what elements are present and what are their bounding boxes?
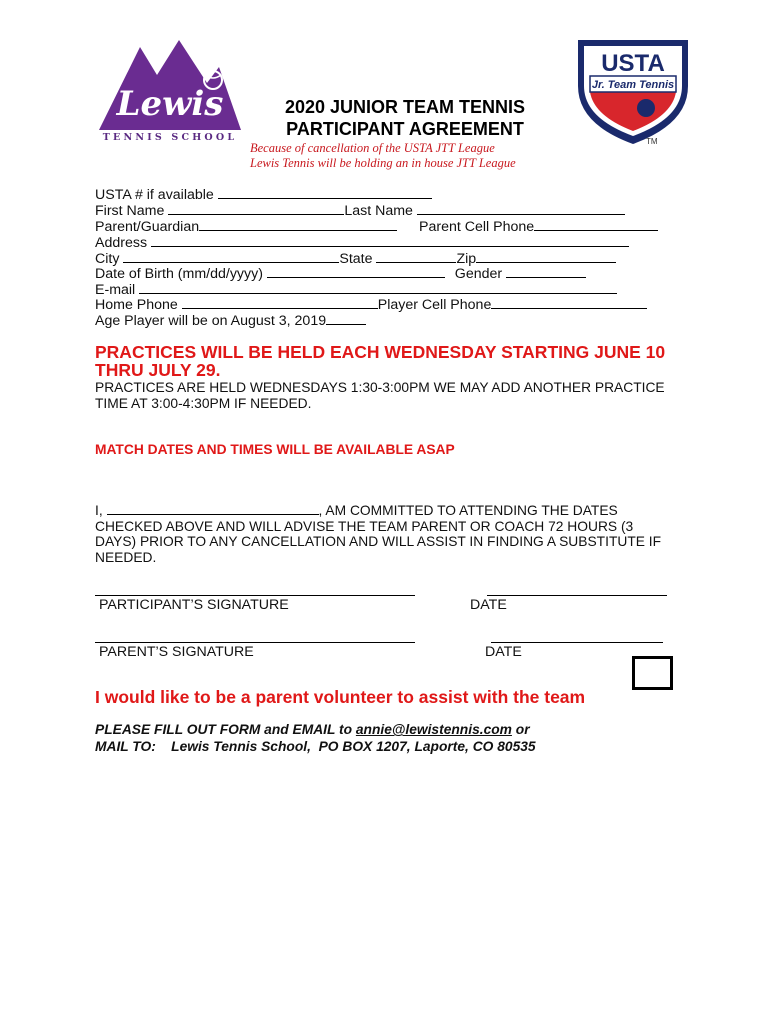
practices-text-line-1: PRACTICES ARE HELD WEDNESDAYS 1:30-3:00PM WE MAY ADD ANOTHER PRACTICE (95, 380, 665, 395)
instructions-email-suffix: or (515, 722, 530, 737)
home-phone-label: Home Phone (95, 297, 178, 313)
city-label: City (95, 251, 120, 267)
usta-jtt-logo (574, 36, 692, 154)
instructions-line-2: MAIL TO: Lewis Tennis School, PO BOX 1207, Laporte, CO 80535 (95, 739, 536, 754)
usta-number-field[interactable] (218, 186, 432, 199)
address-label: Address (95, 235, 148, 251)
match-dates-heading: MATCH DATES AND TIMES WILL BE AVAILABLE ASAP (95, 442, 455, 457)
participant-date-label: DATE (470, 597, 507, 613)
participant-signature-line[interactable] (95, 595, 415, 596)
commitment-line-2: CHECKED ABOVE AND WILL ADVISE THE TEAM PARENT OR COACH 72 HOURS (3 (95, 518, 634, 534)
instructions-line-1 (95, 721, 536, 738)
page-title (250, 96, 560, 140)
mountain-logo-icon (95, 35, 245, 135)
last-name-label: Last Name (344, 203, 413, 219)
practices-heading-line-2: THRU JULY 29. (95, 360, 221, 380)
commitment-statement (95, 503, 705, 565)
parent-cell-label: Parent Cell Phone (419, 219, 535, 235)
parent-guardian-field[interactable] (199, 218, 397, 231)
practices-heading-line-1: PRACTICES WILL BE HELD EACH WEDNESDAY STARTING JUNE 10 (95, 342, 666, 362)
state-field[interactable] (376, 250, 456, 263)
parent-guardian-label: Parent/Guardian (95, 219, 200, 235)
first-name-field[interactable] (168, 202, 344, 215)
practices-heading (95, 343, 715, 379)
parent-cell-field[interactable] (534, 218, 658, 231)
first-name-label: First Name (95, 203, 165, 219)
parent-row (95, 218, 658, 235)
player-cell-field[interactable] (491, 296, 647, 309)
phone-row (95, 296, 647, 313)
page-subtitle (250, 141, 580, 171)
state-label: State (339, 251, 373, 267)
lewis-logo-school-text: TENNIS SCHOOL (102, 132, 238, 143)
gender-field[interactable] (506, 265, 586, 278)
usta-number-row (95, 186, 432, 203)
commitment-line-3: DAYS) PRIOR TO ANY CANCELLATION AND WILL ASSIST IN FINDING A SUBSTITUTE IF (95, 534, 662, 549)
address-field[interactable] (151, 234, 629, 247)
lewis-tennis-school-logo (95, 35, 245, 147)
commitment-line-4: NEEDED. (95, 549, 157, 565)
dob-label: Date of Birth (mm/dd/yyyy) (95, 266, 263, 282)
age-row (95, 312, 366, 329)
practices-text-line-2: TIME AT 3:00-4:30PM IF NEEDED. (95, 396, 312, 411)
commitment-line-1-text: , AM COMMITTED TO ATTENDING THE DATES (318, 503, 618, 518)
age-field[interactable] (326, 312, 366, 325)
last-name-field[interactable] (417, 202, 625, 215)
dob-field[interactable] (267, 265, 445, 278)
usta-shield-icon (574, 36, 692, 146)
parent-signature-line[interactable] (95, 642, 415, 643)
email-field[interactable] (139, 281, 617, 294)
address-row (95, 234, 629, 251)
commitment-line-1 (95, 503, 705, 519)
dob-row (95, 265, 586, 282)
volunteer-checkbox[interactable] (632, 656, 673, 690)
contact-email-link[interactable]: annie@lewistennis.com (355, 722, 512, 737)
volunteer-label: I would like to be a parent volunteer to assist with the team (95, 687, 586, 707)
subtitle-line-1: Because of cancellation of the USTA JTT League (250, 141, 495, 155)
practices-details (95, 380, 705, 412)
parent-date-label: DATE (485, 644, 522, 660)
usta-number-label: USTA # if available (95, 187, 214, 203)
subtitle-line-2: Lewis Tennis will be holding an in house JTT League (250, 156, 516, 170)
trademark-text: TM (646, 137, 658, 146)
home-phone-field[interactable] (182, 296, 378, 309)
lewis-logo-text: Lewis (116, 84, 224, 124)
title-line-2: PARTICIPANT AGREEMENT (286, 119, 524, 139)
commitment-prefix: I, (95, 503, 103, 518)
email-label: E-mail (95, 282, 136, 298)
player-cell-label: Player Cell Phone (377, 297, 492, 313)
zip-label: Zip (456, 251, 477, 267)
commitment-name-field[interactable] (107, 503, 319, 515)
title-line-1: 2020 JUNIOR TEAM TENNIS (284, 97, 526, 117)
parent-date-line[interactable] (491, 642, 663, 643)
age-label: Age Player will be on August 3, 2019 (95, 313, 327, 329)
participant-date-line[interactable] (487, 595, 667, 596)
gender-label: Gender (454, 266, 503, 282)
parent-signature-label: PARENT’S SIGNATURE (99, 644, 254, 660)
instructions-email-prefix: PLEASE FILL OUT FORM and EMAIL to (95, 722, 353, 737)
participant-signature-label: PARTICIPANT’S SIGNATURE (99, 597, 289, 613)
city-field[interactable] (123, 250, 339, 263)
name-row (95, 202, 625, 219)
zip-field[interactable] (476, 250, 616, 263)
jtt-logo-text: Jr. Team Tennis (591, 79, 675, 91)
usta-logo-text: USTA (601, 50, 665, 77)
submission-instructions (95, 721, 536, 755)
